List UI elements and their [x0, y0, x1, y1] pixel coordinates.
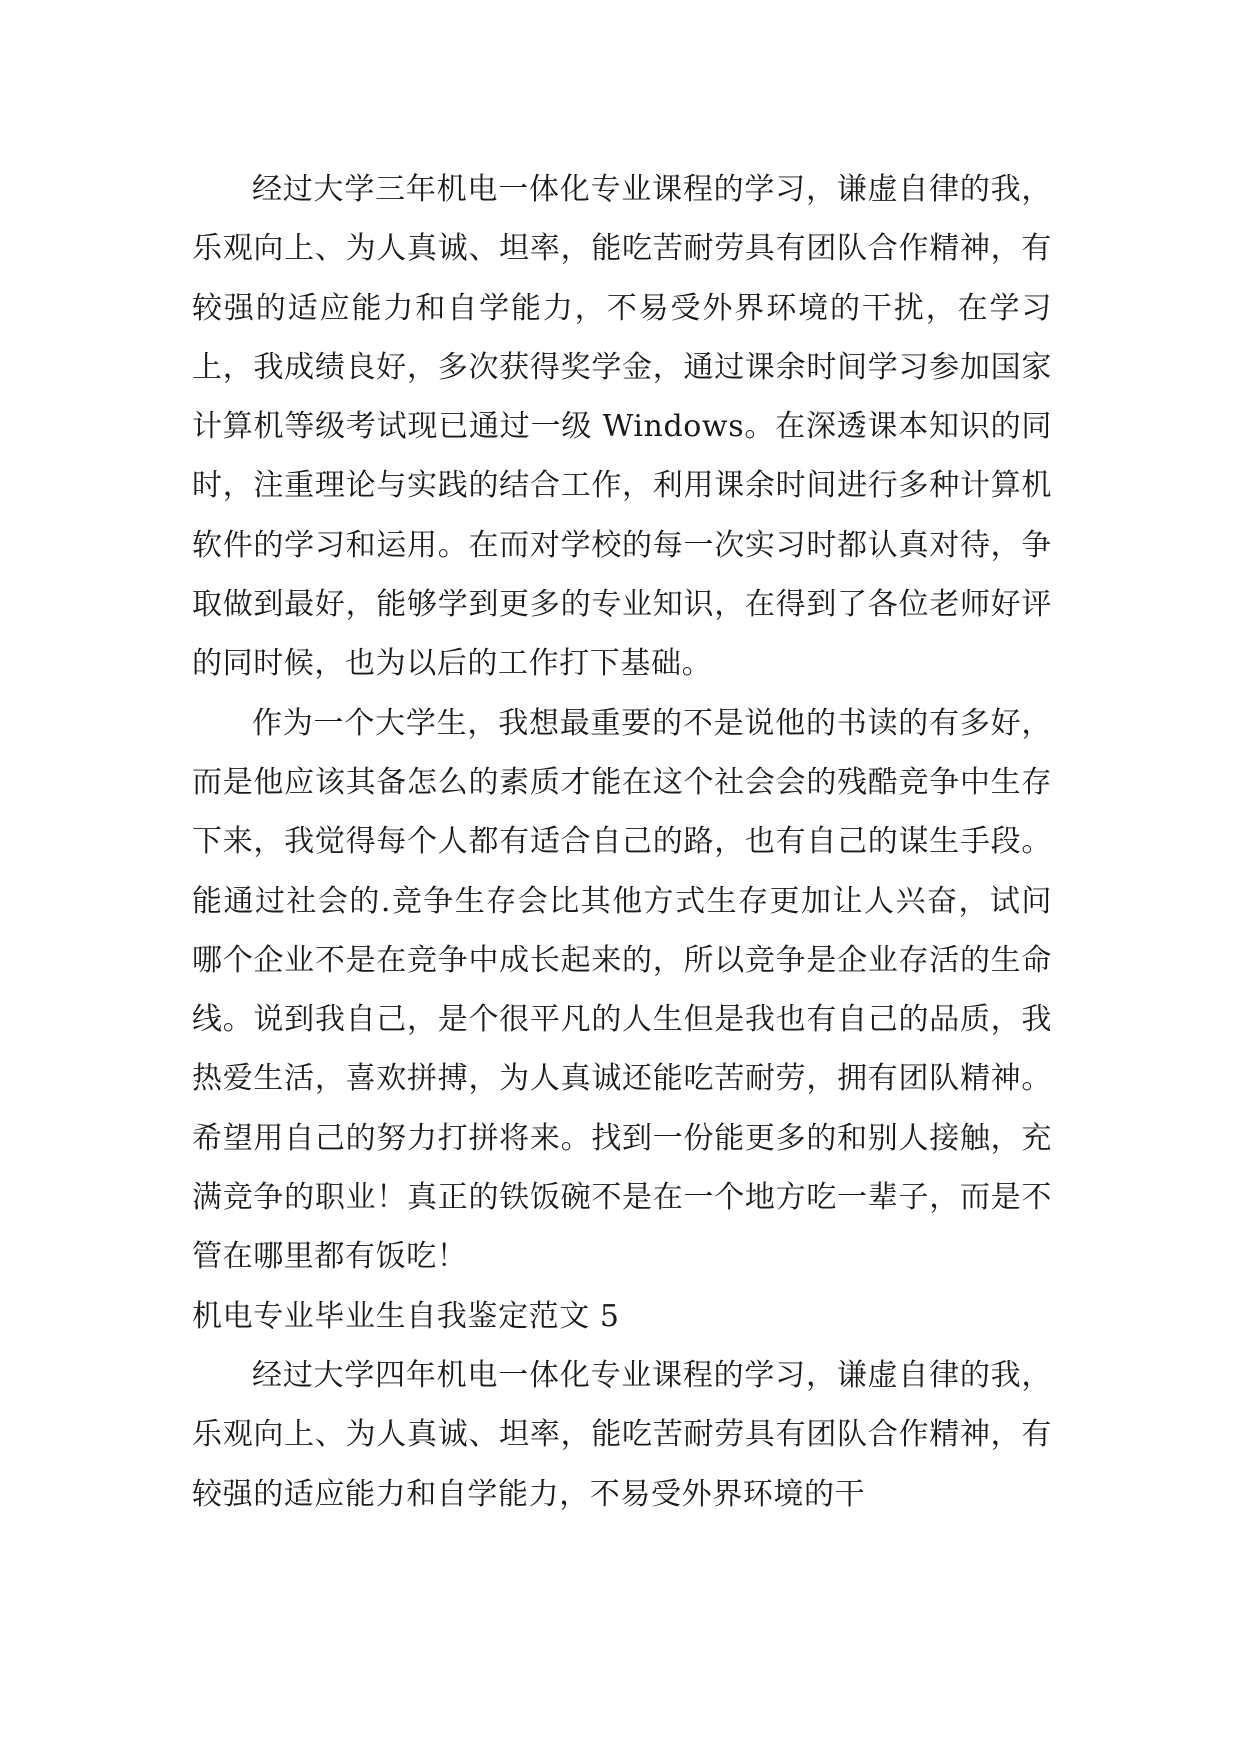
paragraph-2: 作为一个大学生，我想最重要的不是说他的书读的有多好，而是他应该其备怎么的素质才能在这个社会会的残酷竞争中生存下来，我觉得每个人都有适合自己的路，也有自己的谋生手段。能通过社会的.竞争生存会比其他方式生存更加让人兴奋，试问哪个企业不是在竞争中成长起来的，所以竞争是企业存活的生命线。说到我自己，是个很平凡的人生但是我也有自己的品质，我热爱生活，喜欢拼搏，为人真诚还能吃苦耐劳，拥有团队精神。希望用自己的努力打拼将来。找到一份能更多的和别人接触，充满竞争的职业！真正的铁饭碗不是在一个地方吃一辈子，而是不管在哪里都有饭吃！: [192, 705, 1052, 1275]
document-body: [192, 160, 1052, 1524]
paragraph-1: 经过大学三年机电一体化专业课程的学习，谦虚自律的我，乐观向上、为人真诚、坦率，能吃苦耐劳具有团队合作精神，有较强的适应能力和自学能力，不易受外界环境的干扰，在学习上，我成绩良好，多次获得奖学金，通过课余时间学习参加国家计算机等级考试现已通过一级 Windows。在深透课本知识的同时，注重理论与实践的结合工作，利用课余时间进行多种计算机软件的学习和运用。在而对学校的每一次实习时都认真对待，争取做到最好，能够学到更多的专业知识，在得到了各位老师好评的同时候，也为以后的工作打下基础。: [192, 172, 1052, 682]
section-heading: 机电专业毕业生自我鉴定范文 5: [192, 1298, 620, 1334]
paragraph-3: 经过大学四年机电一体化专业课程的学习，谦虚自律的我，乐观向上、为人真诚、坦率，能吃苦耐劳具有团队合作精神，有较强的适应能力和自学能力，不易受外界环境的干: [192, 1357, 1052, 1512]
